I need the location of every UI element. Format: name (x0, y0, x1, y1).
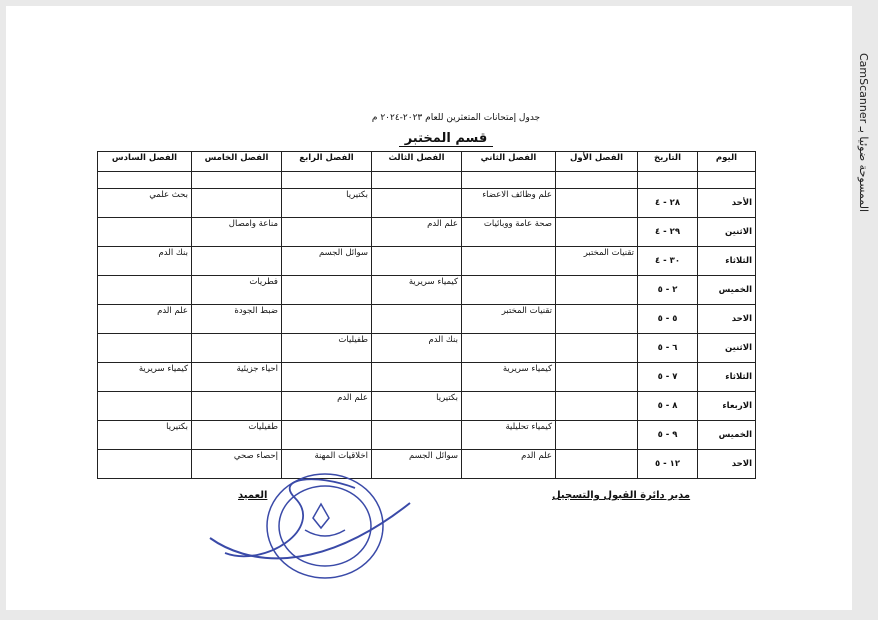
exam-cell: إحصاء صحي (192, 450, 282, 479)
exam-cell: صحة عامة ووبائيات (462, 218, 556, 247)
exam-cell: سوائل الجسم (282, 247, 372, 276)
day-cell: الاربعاء (698, 392, 756, 421)
exam-cell (282, 305, 372, 334)
exam-cell: مناعة وامصال (192, 218, 282, 247)
date-cell: ٩ - ٥ (638, 421, 698, 450)
exam-cell (192, 334, 282, 363)
exam-cell: اخلاقيات المهنة (282, 450, 372, 479)
section-title (346, 131, 546, 146)
exam-cell: كيمياء تحليلية (462, 421, 556, 450)
exam-cell: علم الدم (462, 450, 556, 479)
day-cell: الأحد (698, 189, 756, 218)
camscanner-watermark: الممسوحة ضوئيا بـ CamScanner (857, 52, 870, 212)
date-cell: ٢٨ - ٤ (638, 189, 698, 218)
exam-cell (372, 189, 462, 218)
exam-cell (192, 392, 282, 421)
column-header: الفصل الرابع (282, 152, 372, 172)
day-cell: الثلاثاء (698, 247, 756, 276)
exam-cell: احياء جزيئية (192, 363, 282, 392)
column-header: الفصل الأول (556, 152, 638, 172)
column-header: التاريخ (638, 152, 698, 172)
exam-cell (462, 276, 556, 305)
exam-cell: بنك الدم (372, 334, 462, 363)
table-header-row (98, 152, 756, 172)
exam-cell (556, 218, 638, 247)
exam-cell (192, 247, 282, 276)
exam-cell (462, 334, 556, 363)
exam-cell: بنك الدم (98, 247, 192, 276)
exam-cell: علم الدم (282, 392, 372, 421)
exam-cell (462, 392, 556, 421)
exam-cell (98, 334, 192, 363)
exam-cell (462, 247, 556, 276)
day-cell: الاحد (698, 305, 756, 334)
date-cell: ٥ - ٥ (638, 305, 698, 334)
table-row (98, 305, 756, 334)
column-header: اليوم (698, 152, 756, 172)
exam-cell (556, 421, 638, 450)
exam-cell: سوائل الجسم (372, 450, 462, 479)
exam-cell (556, 392, 638, 421)
table-row (98, 189, 756, 218)
exam-cell: كيمياء سريرية (462, 363, 556, 392)
exam-cell (98, 450, 192, 479)
exam-cell: كيمياء سريرية (98, 363, 192, 392)
exam-cell (98, 276, 192, 305)
column-header: الفصل الثالث (372, 152, 462, 172)
exam-cell (556, 305, 638, 334)
table-row (98, 392, 756, 421)
exam-cell: كيمياء سريرية (372, 276, 462, 305)
day-cell: الاحد (698, 450, 756, 479)
exam-cell: طفيليات (282, 334, 372, 363)
exam-cell: بكتيريا (372, 392, 462, 421)
official-stamp (205, 468, 435, 588)
exam-cell: بكتيريا (98, 421, 192, 450)
spacer-row (98, 172, 756, 189)
exam-cell: علم الدم (98, 305, 192, 334)
table-row (98, 276, 756, 305)
exam-cell (372, 421, 462, 450)
exam-cell (282, 218, 372, 247)
table-row (98, 334, 756, 363)
exam-cell: تقنيات المختبر (556, 247, 638, 276)
column-header: الفصل السادس (98, 152, 192, 172)
exam-cell (372, 305, 462, 334)
day-cell: الاثنين (698, 218, 756, 247)
exam-cell (556, 450, 638, 479)
day-cell: الخميس (698, 276, 756, 305)
column-header: الفصل الخامس (192, 152, 282, 172)
registrar-signature-label: مدير دائرة القبول والتسجيل (552, 490, 691, 501)
exam-cell (98, 392, 192, 421)
date-cell: ٦ - ٥ (638, 334, 698, 363)
table-row (98, 218, 756, 247)
table-row (98, 363, 756, 392)
exam-cell (556, 363, 638, 392)
exam-schedule-table (97, 151, 756, 479)
exam-cell (282, 421, 372, 450)
table-row (98, 421, 756, 450)
date-cell: ٢ - ٥ (638, 276, 698, 305)
dean-signature-label: العميد (238, 490, 268, 501)
date-cell: ١٢ - ٥ (638, 450, 698, 479)
document-title: جدول إمتحانات المتعثرين للعام ٢٠٢٣-٢٠٢٤ م (371, 113, 541, 123)
exam-cell (556, 276, 638, 305)
exam-cell (98, 218, 192, 247)
exam-cell: ضبط الجودة (192, 305, 282, 334)
exam-cell: فطريات (192, 276, 282, 305)
exam-cell: بحث علمي (98, 189, 192, 218)
date-cell: ٧ - ٥ (638, 363, 698, 392)
date-cell: ٣٠ - ٤ (638, 247, 698, 276)
exam-cell (282, 276, 372, 305)
exam-cell: بكتيريا (282, 189, 372, 218)
date-cell: ٢٩ - ٤ (638, 218, 698, 247)
day-cell: الاثنين (698, 334, 756, 363)
section-title-text: قسم المختبر (399, 131, 494, 147)
exam-cell (192, 189, 282, 218)
exam-cell (556, 334, 638, 363)
exam-cell (372, 247, 462, 276)
exam-cell (556, 189, 638, 218)
day-cell: الثلاثاء (698, 363, 756, 392)
exam-cell (282, 363, 372, 392)
exam-cell: طفيليات (192, 421, 282, 450)
day-cell: الخميس (698, 421, 756, 450)
exam-cell: تقنيات المختبر (462, 305, 556, 334)
table-row (98, 247, 756, 276)
exam-cell: علم الدم (372, 218, 462, 247)
exam-cell: علم وظائف الاعضاء (462, 189, 556, 218)
date-cell: ٨ - ٥ (638, 392, 698, 421)
column-header: الفصل الثاني (462, 152, 556, 172)
exam-cell (372, 363, 462, 392)
